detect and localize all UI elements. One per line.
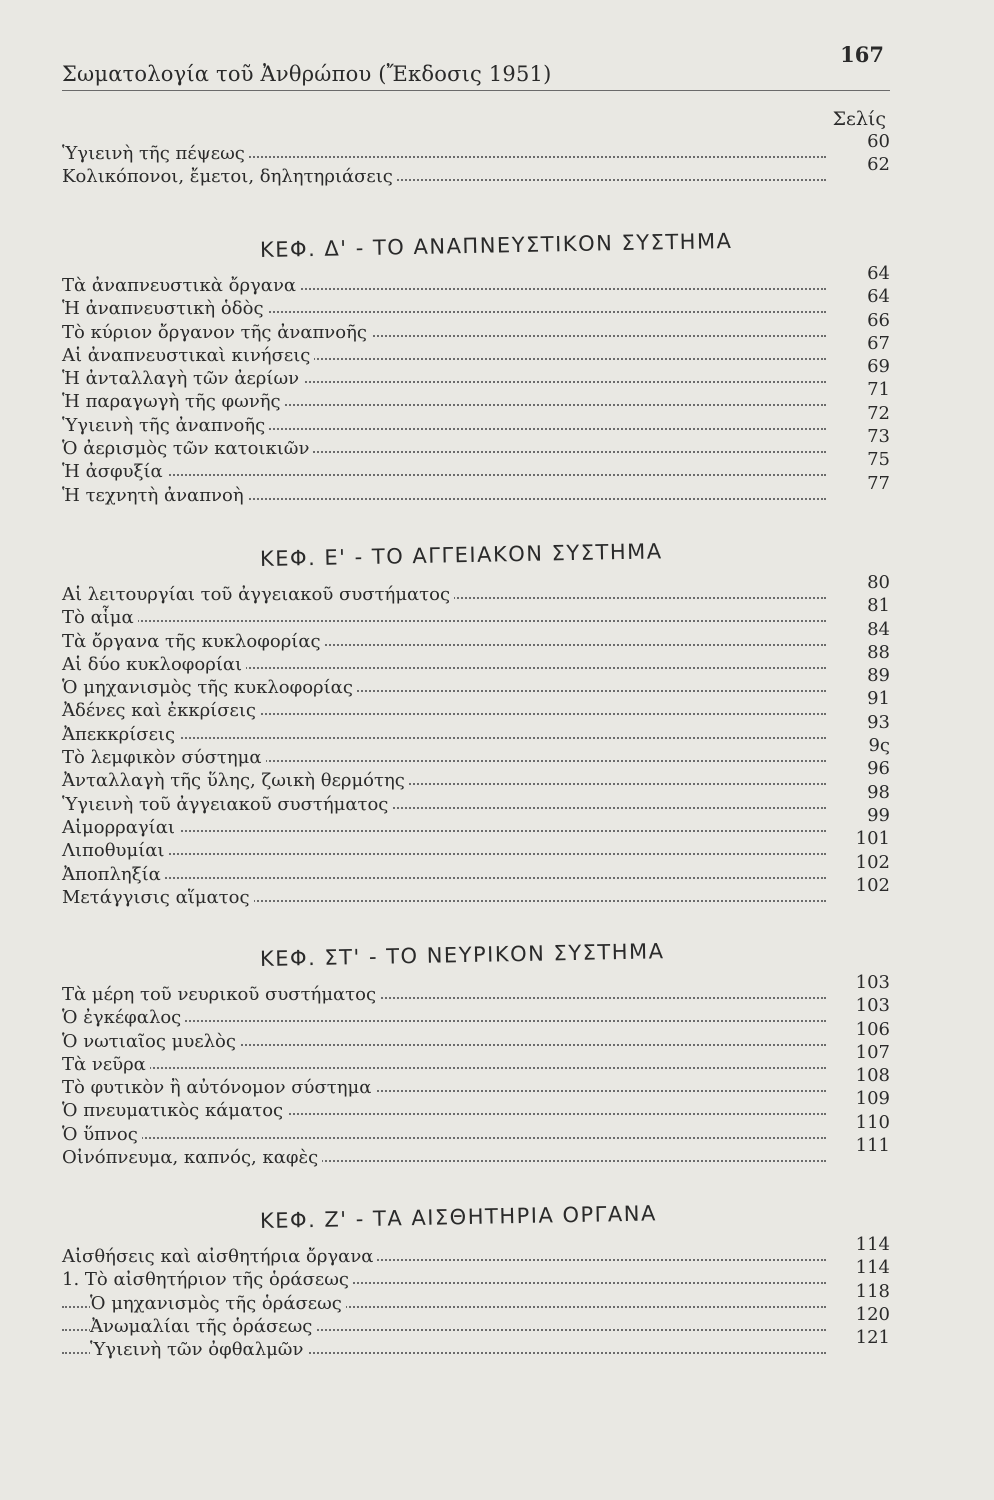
dot-leader — [62, 474, 826, 476]
toc-entry-page: 120 — [855, 1303, 890, 1325]
toc-entry-page: 111 — [855, 1135, 890, 1157]
toc-entry-label: Ὁ ἀερισμὸς τῶν κατοικιῶν — [62, 437, 313, 460]
toc-entry-page: 101 — [855, 828, 890, 850]
toc-entry — [62, 995, 902, 1029]
toc-entry-page: 62 — [867, 154, 890, 176]
toc-entry-page: 102 — [855, 851, 890, 873]
toc-section — [62, 226, 902, 507]
toc-entry — [62, 1065, 902, 1099]
toc-section — [62, 535, 902, 909]
page-header — [62, 40, 890, 91]
toc-entry-page: 98 — [867, 781, 890, 803]
toc-entry-label: Τὰ ὄργανα τῆς κυκλοφορίας — [62, 630, 325, 653]
toc-entry-page: 80 — [867, 572, 890, 593]
toc-entry-label: Ὁ ἐγκέφαλος — [62, 1006, 185, 1029]
toc-entry-label: Ὁ πνευματικὸς κάματος — [62, 1099, 287, 1122]
toc-entry — [62, 735, 902, 769]
chapter-heading: ΚΕΦ. Ε' - ΤΟ ΑΓΓΕΙΑΚΟΝ ΣΥΣΤΗΜΑ — [259, 539, 663, 571]
toc-entry — [62, 595, 902, 629]
toc-entry-page: 84 — [867, 618, 890, 640]
toc-entry-label: 1. Τὸ αἰσθητήριον τῆς ὁράσεως — [62, 1268, 353, 1291]
toc-entry — [62, 1327, 902, 1361]
toc-entry-page: 60 — [867, 131, 890, 152]
toc-entry-label: Ὁ μηχανισμὸς τῆς ὁράσεως — [90, 1292, 346, 1315]
toc-entry — [62, 426, 902, 460]
toc-entry-label: Ὁ νωτιαῖος μυελὸς — [62, 1030, 240, 1053]
toc-entry-page: 96 — [867, 758, 890, 780]
toc-entry-label: Αἱ δύο κυκλοφορίαι — [62, 653, 246, 676]
toc-entry-label: Λιποθυμίαι — [62, 839, 168, 862]
toc-entry-page: 69 — [867, 356, 890, 378]
toc-entry-page: 67 — [867, 332, 890, 354]
dot-leader — [62, 1137, 826, 1139]
toc-entry-label: Αἱ λειτουργίαι τοῦ ἀγγειακοῦ συστήματος — [62, 583, 454, 606]
toc-entry-page: 102 — [855, 874, 890, 896]
toc-entry-page: 107 — [855, 1041, 890, 1063]
toc-entry — [62, 131, 902, 165]
toc-entry-label: Κολικόπονοι, ἔμετοι, δηλητηριάσεις — [62, 165, 397, 188]
toc-entry-label: Ἀνταλλαγὴ τῆς ὕλης, ζωικὴ θερμότης — [62, 769, 409, 792]
toc-entry-label: Ἀπεκκρίσεις — [62, 723, 179, 746]
toc-entry-page: 71 — [867, 379, 890, 401]
toc-entry-label: Μετάγγισις αἵματος — [62, 886, 254, 909]
toc-entry — [62, 286, 902, 320]
toc-entry-label: Ὁ ὕπνος — [62, 1123, 142, 1146]
toc-entry-page: 103 — [855, 995, 890, 1017]
toc-entry-page: 66 — [867, 309, 890, 331]
toc-entry-page: 77 — [867, 472, 890, 494]
toc-entry — [62, 665, 902, 699]
chapter-heading: ΚΕΦ. Ζ' - ΤΑ ΑΙΣΘΗΤΗΡΙΑ ΟΡΓΑΝΑ — [259, 1201, 658, 1233]
toc-entry-label: Ἡ τεχνητὴ ἀναπνοὴ — [62, 484, 248, 507]
chapter-heading: ΚΕΦ. ΣΤ' - ΤΟ ΝΕΥΡΙΚΟΝ ΣΥΣΤΗΜΑ — [259, 939, 665, 971]
toc-entry-label: Ὑγιεινὴ τῆς ἀναπνοῆς — [62, 414, 269, 437]
toc-entry-label: Ἀποπληξία — [62, 863, 165, 886]
chapter-heading: ΚΕΦ. Δ' - ΤΟ ΑΝΑΠΝΕΥΣΤΙΚΟΝ ΣΥΣΤΗΜΑ — [259, 228, 733, 262]
toc-entry-page: 88 — [867, 641, 890, 663]
toc-entry-label: Τὰ ἀναπνευστικὰ ὄργανα — [62, 274, 300, 297]
toc-entry-label: Αἱμορραγίαι — [62, 816, 179, 839]
toc-entry-label: Ὑγιεινὴ τοῦ ἀγγειακοῦ συστήματος — [62, 793, 392, 816]
toc-entry-label: Τὰ μέρη τοῦ νευρικοῦ συστήματος — [62, 983, 380, 1006]
toc-entry-label: Ἡ ἀνταλλαγὴ τῶν ἀερίων — [62, 367, 303, 390]
toc-entry — [62, 1257, 902, 1291]
dot-leader — [62, 877, 826, 879]
toc-entry-page: 114 — [855, 1234, 890, 1255]
toc-entry-page: 93 — [867, 711, 890, 733]
toc-entry-label: Ὑγιεινὴ τῆς πέψεως — [62, 142, 249, 165]
toc-entry-label: Ὑγιεινὴ τῶν ὀφθαλμῶν — [90, 1338, 307, 1361]
toc-entry-page: 73 — [867, 426, 890, 448]
toc-entry — [62, 972, 902, 1006]
pages-column-label: Σελίς — [832, 108, 886, 130]
toc-entry-page: 75 — [867, 449, 890, 471]
toc-entry — [62, 263, 902, 297]
toc-entry — [62, 356, 902, 390]
toc-entry-label: Αἰσθήσεις καὶ αἰσθητήρια ὄργανα — [62, 1245, 377, 1268]
toc-entry-page: 72 — [867, 402, 890, 424]
toc-section — [62, 935, 902, 1169]
toc-entry-label: Ἡ ἀναπνευστικὴ ὁδὸς — [62, 297, 268, 320]
toc-entry-label: Ὁ μηχανισμὸς τῆς κυκλοφορίας — [62, 676, 357, 699]
toc-section — [62, 131, 902, 189]
toc-entry-page: 114 — [855, 1257, 890, 1279]
toc-entry-page: 106 — [855, 1018, 890, 1040]
toc-entry — [62, 572, 902, 606]
dot-leader — [62, 620, 826, 622]
toc-entry-page: 91 — [867, 688, 890, 710]
toc-entry-page: 64 — [867, 286, 890, 308]
toc-entry-page: 99 — [867, 804, 890, 826]
toc-entry-label: Τὸ λεμφικὸν σύστημα — [62, 746, 266, 769]
toc-entry — [62, 154, 902, 188]
toc-entry-label: Τὸ αἷμα — [62, 606, 138, 629]
toc-entry-page: 64 — [867, 263, 890, 284]
toc-entry-page: 108 — [855, 1065, 890, 1087]
toc-entry-label: Τὸ κύριον ὄργανον τῆς ἀναπνοῆς — [62, 321, 371, 344]
toc-entry-page: 9ς — [868, 735, 890, 757]
toc-entry-label: Αἱ ἀναπνευστικαὶ κινήσεις — [62, 344, 314, 367]
dot-leader — [62, 1067, 826, 1069]
toc-section — [62, 1197, 902, 1361]
toc-entry-page: 121 — [855, 1327, 890, 1349]
toc-entry-page: 89 — [867, 665, 890, 687]
page-number: 167 — [840, 42, 884, 67]
toc-entry-page: 118 — [855, 1280, 890, 1302]
dot-leader — [62, 853, 826, 855]
toc-entry-page: 110 — [855, 1111, 890, 1133]
toc-entry-label: Ἡ παραγωγὴ τῆς φωνῆς — [62, 390, 285, 413]
toc-entry-label: Ἡ ἀσφυξία — [62, 460, 167, 483]
toc-entry — [62, 1135, 902, 1169]
running-title: Σωματολογία τοῦ Ἀνθρώπου (Ἔκδοσις 1951) — [62, 62, 552, 86]
toc-entry-page: 103 — [855, 972, 890, 993]
toc-entry-label: Τὸ φυτικὸν ἢ αὐτόνομον σύστημα — [62, 1076, 375, 1099]
toc-entry-page: 109 — [855, 1088, 890, 1110]
toc-entry — [62, 828, 902, 862]
toc-entry-label: Ἀδένες καὶ ἐκκρίσεις — [62, 699, 260, 722]
toc-entry — [62, 1234, 902, 1268]
toc-entry-label: Ἀνωμαλίαι τῆς ὁράσεως — [90, 1315, 316, 1338]
toc-entry-label: Τὰ νεῦρα — [62, 1053, 150, 1076]
toc-entry-label: Οἰνόπνευμα, καπνός, καφὲς — [62, 1146, 322, 1169]
toc-entry-page: 81 — [867, 595, 890, 617]
